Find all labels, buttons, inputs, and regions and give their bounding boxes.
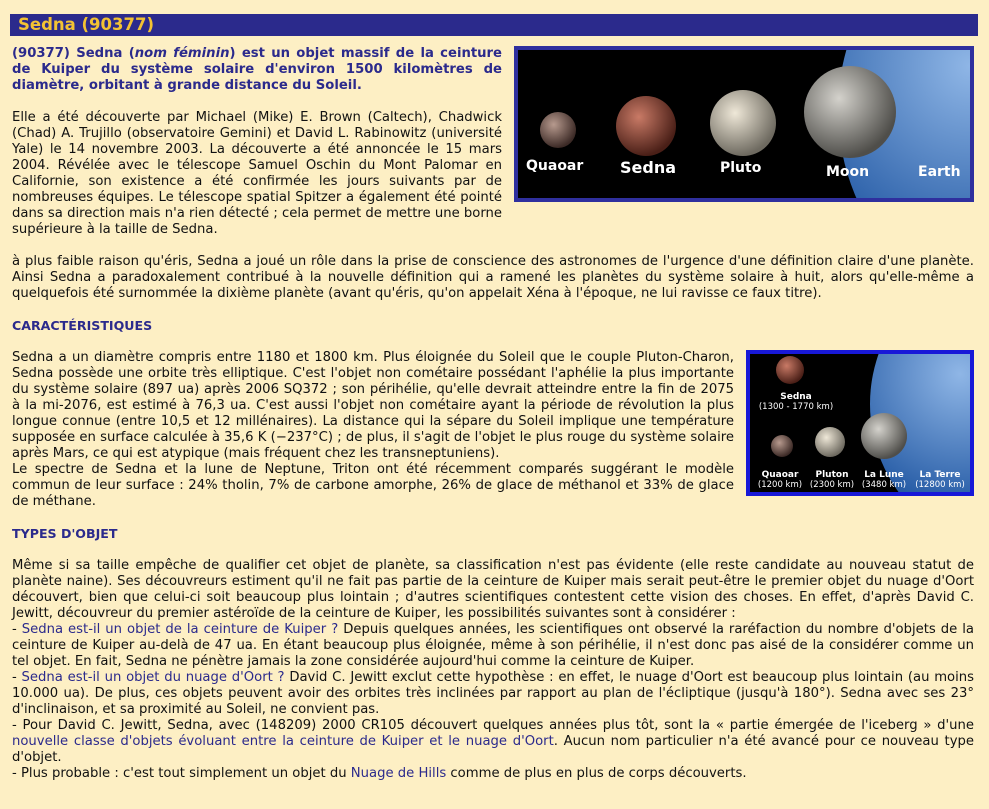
- label-moon: Moon: [826, 164, 870, 180]
- link-hills-cloud[interactable]: Nuage de Hills: [350, 766, 447, 781]
- label-la-terre: La Terre (12800 km): [915, 470, 965, 490]
- quaoar-shape: [771, 435, 793, 457]
- article-body: [10, 46, 978, 782]
- quaoar-shape: [540, 112, 576, 148]
- label-pluton: Pluton (2300 km): [809, 470, 855, 490]
- intro-paragraph: (90377) Sedna (nom féminin) est un objet massif de la ceinture de Kuiper du système solaire d'environ 1500 kilomètres de diamètre, orbitant à grande distance du Soleil.: [12, 46, 502, 93]
- pluto-shape: [710, 90, 776, 156]
- characteristics-paragraph: Sedna a un diamètre compris entre 1180 et 1800 km. Plus éloignée du Soleil que le couple Pluton-Charon, Sedna possède une orbite très elliptique. C'est l'objet non cométaire possédant l'aphélie la plus importante du système solaire (897 ua) après 2006 SQ372 ; son périhélie, qu'elle devrait atteindre entre la fin de 2075 à la mi-2076, est estimé à 76,3 ua. C'est aussi l'objet non cométaire ayant la période de révolution la plus longue connue (entre 10,5 et 12 millénaires). La distance qui la sépare du Soleil implique une température supposée en surface calculée à 35,6 K (−237°C) ; de plus, il s'agit de l'objet le plus rouge du système solaire après Mars, ce qui est atypique (mais fréquent chez les transneptuniens).: [12, 350, 734, 461]
- moon-shape: [804, 66, 896, 158]
- label-pluto: Pluto: [720, 160, 762, 176]
- moon-shape: [861, 413, 907, 459]
- discovery-paragraph: Elle a été découverte par Michael (Mike) E. Brown (Caltech), Chadwick (Chad) A. Trujillo (observatoire Gemini) et David L. Rabinowitz (université Yale) le 14 novembre 2003. La découverte a été annoncée le 15 mars 2004. Révélée avec le télescope Samuel Oschin du Mont Palomar en Californie, son existence a été confirmée les jours suivants par de nombreuses équipes. Le télescope spatial Spitzer a également été pointé dans sa direction mais n'a rien détecté ; cela permet de mettre une borne supérieure à la taille de Sedna.: [12, 110, 502, 237]
- link-new-class[interactable]: nouvelle classe d'objets évoluant entre la ceinture de Kuiper et le nuage d'Oort: [12, 734, 554, 749]
- list-item-kuiper: - Sedna est-il un objet de la ceinture de Kuiper ? Depuis quelques années, les scientifiques ont observé la raréfaction du nombre d'objets de la ceinture de Kuiper au-delà de 47 ua. En étant beaucoup plus éloignée, même à son périhélie, il n'est donc pas aisé de la considérer comme un tel objet. En fait, Sedna ne pénètre jamais la zone considérée aujourd'hui comme la ceinture de Kuiper.: [12, 622, 974, 669]
- label-la-lune: La Lune (3480 km): [861, 470, 907, 490]
- list-item-oort: - Sedna est-il un objet du nuage d'Oort ? David C. Jewitt exclut cette hypothèse : en effet, le nuage d'Oort est beaucoup plus lointain (au moins 10.000 ua). De plus, ces objets peuvent avoir des orbites très inclinées par rapport au plan de l'écliptique (jusqu'à 180°). Sedna avec ses 23° d'inclinaison, et sa proximité au Soleil, ne convient pas.: [12, 670, 975, 717]
- list-item-jewitt: - Pour David C. Jewitt, Sedna, avec (148209) 2000 CR105 découvert quelques années plus tôt, sont la « partie émergée de l'iceberg » d'une nouvelle classe d'objets évoluant entre la ceinture de Kuiper et le nuage d'Oort. Aucun nom particulier n'a été avancé pour ce nouveau type d'objet.: [12, 718, 974, 765]
- article: [10, 14, 978, 782]
- pluto-shape: [815, 427, 845, 457]
- label-earth: Earth: [918, 164, 961, 180]
- label-sedna: Sedna (1300 - 1770 km): [758, 392, 834, 412]
- section-heading-characteristics: CARACTÉRISTIQUES: [12, 318, 153, 333]
- label-quaoar: Quaoar: [526, 158, 584, 174]
- section-heading-types: TYPES D'OBJET: [12, 526, 118, 541]
- sedna-shape: [776, 356, 804, 384]
- types-intro-paragraph: Même si sa taille empêche de qualifier cet objet de planète, sa classification n'est pas évidente (elle reste candidate au nouveau statut de planète naine). Ses découvreurs estiment qu'il ne fait pas partie de la ceinture de Kuiper mais serait peut-être le premier objet du nuage d'Oort découvert, bien que celui-ci soit beaucoup plus lointain ; d'autres scientifiques contestent cette vision des choses. En effet, d'après David C. Jewitt, découvreur du premier astéroïde de la ceinture de Kuiper, les possibilités suivantes sont à considérer :: [12, 558, 974, 621]
- list-item-hills: - Plus probable : c'est tout simplement un objet du Nuage de Hills comme de plus en plus de corps découverts.: [12, 766, 747, 781]
- eris-paragraph: à plus faible raison qu'éris, Sedna a joué un rôle dans la prise de conscience des astronomes de l'urgence d'une définition claire d'une planète. Ainsi Sedna a paradoxalement contribué à la nouvelle définition qui a ramené les planètes du système solaire à huit, alors qu'elle-même a quelquefois été surnommée la dixième planète (avant qu'éris, qu'on appelait Xéna à l'époque, ne lui ravisse ce faux titre).: [12, 254, 974, 301]
- size-comparison-image: [514, 46, 974, 202]
- page-title: Sedna (90377): [10, 14, 978, 36]
- label-quaoar: Quaoar (1200 km): [757, 470, 803, 490]
- spectrum-paragraph: Le spectre de Sedna et la lune de Neptune, Triton ont été récemment comparés suggérant le modèle commun de leur surface : 24% tholin, 7% de carbone amorphe, 26% de glace de méthanol et 33% de glace de méthane.: [12, 462, 734, 509]
- label-sedna: Sedna: [620, 158, 677, 177]
- sedna-sizes-image: [746, 350, 974, 496]
- sedna-shape: [616, 96, 676, 156]
- link-oort-question[interactable]: Sedna est-il un objet du nuage d'Oort ?: [21, 670, 285, 685]
- link-kuiper-question[interactable]: Sedna est-il un objet de la ceinture de Kuiper ?: [21, 622, 339, 637]
